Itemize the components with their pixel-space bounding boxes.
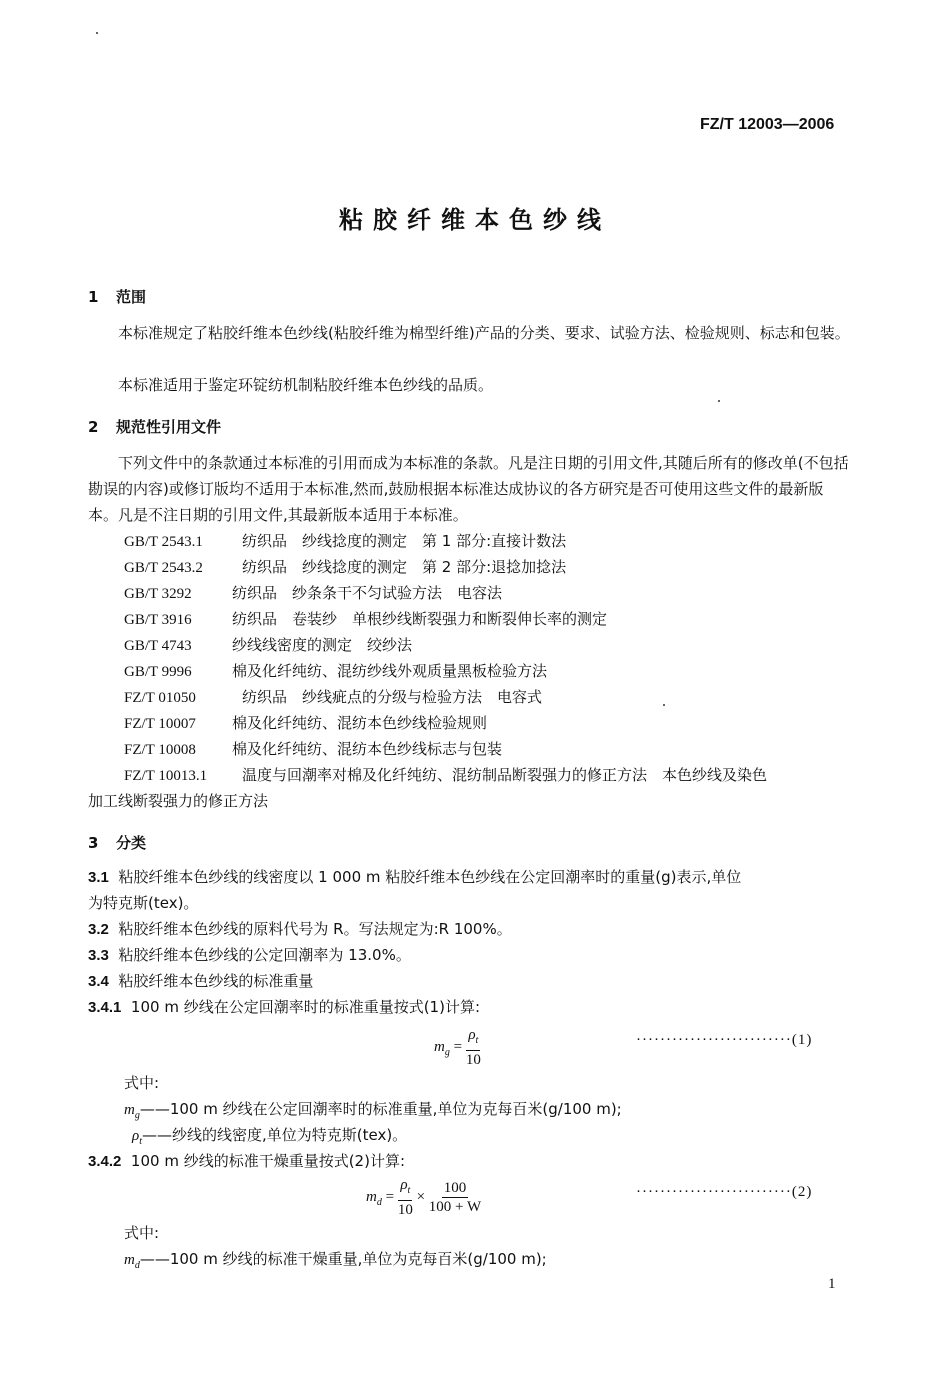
definition-rho: $\rho_t——$纱线的线密度,单位为特克斯(tex)。 [132,1126,408,1147]
document-title: 粘胶纤维本色纱线 [339,206,611,234]
reference-item: GB/T 2543.2 纺织品 纱线捻度的测定 第 2 部分:退捻加捻法 [124,558,567,576]
definition-md: $m_d——100$ m 纱线的标准干燥重量,单位为克每百米(g/100 m); [124,1250,547,1271]
section-2-intro: 下列文件中的条款通过本标准的引用而成为本标准的条款。凡是注日期的引用文件,其随后所有的修改单(不包括勘误的内容)或修订版均不适用于本标准,然而,鼓励根据本标准达成协议的各方研究是否可使用这些文件的最新版本。凡是不注日期的引用文件,其最新版本适用于本标准。 [88,454,849,524]
scan-speck [718,400,720,402]
page-number: 1 [828,1276,836,1292]
reference-item: FZ/T 01050 纺织品 纱线疵点的分级与检验方法 电容式 [124,688,543,706]
clause-3-4: 3.4 粘胶纤维本色纱线的标准重量 [88,972,314,990]
standard-code: FZ/T 12003—2006 [700,116,835,133]
reference-item-last: FZ/T 10013.1 温度与回潮率对棉及化纤纯纺、混纺制品断裂强力的修正方法 本色纱线及染色 [124,766,768,784]
reference-item: FZ/T 10007 棉及化纤纯纺、混纺本色纱线检验规则 [124,714,488,732]
scan-speck [96,32,98,34]
fraction: $\frac{\rho_t}{10}$ [397,1177,413,1218]
section-1-para-2: 本标准适用于鉴定环锭纺机制粘胶纤维本色纱线的品质。 [118,376,494,394]
reference-item-last-continued: 加工线断裂强力的修正方法 [88,792,269,810]
formula-2: $m_d$ = $\frac{\rho_t}{10}$ × $\frac{100}{100 + W}$ [366,1177,482,1218]
clause-3-1: 3.1 粘胶纤维本色纱线的线密度以 1 000 m 粘胶纤维本色纱线在公定回潮率时的重量(g)表示,单位 [88,868,742,886]
fraction: $\frac{100}{100 + W}$ [428,1180,482,1215]
section-1-para-1: 本标准规定了粘胶纤维本色纱线(粘胶纤维为棉型纤维)产品的分类、要求、试验方法、检验规则、标志和包装。 [118,324,850,342]
equation-number-1: ··························(1) [636,1032,813,1048]
scan-speck [663,704,665,706]
clause-3-4-2: 3.4.2 100 m 纱线的标准干燥重量按式(2)计算: [88,1152,406,1170]
section-2-heading: 2 规范性引用文件 [88,418,222,436]
reference-item: FZ/T 10008 棉及化纤纯纺、混纺本色纱线标志与包装 [124,740,503,758]
reference-item: GB/T 2543.1 纺织品 纱线捻度的测定 第 1 部分:直接计数法 [124,532,567,550]
section-3-heading: 3 分类 [88,834,147,852]
reference-item: GB/T 3292 纺织品 纱条条干不匀试验方法 电容法 [124,584,503,602]
clause-3-3: 3.3 粘胶纤维本色纱线的公定回潮率为 13.0%。 [88,946,411,964]
reference-item: GB/T 4743 纱线线密度的测定 绞纱法 [124,636,413,654]
reference-item: GB/T 3916 纺织品 卷装纱 单根纱线断裂强力和断裂伸长率的测定 [124,610,608,628]
fraction: $\frac{\rho_t}{10}$ [465,1027,481,1068]
clause-3-1-continued: 为特克斯(tex)。 [88,894,199,912]
where-label-1: 式中: [124,1074,160,1092]
equation-number-2: ··························(2) [636,1184,813,1200]
definition-mg: $m_g——100$ m 纱线在公定回潮率时的标准重量,单位为克每百米(g/100 m); [124,1100,622,1121]
where-label-2: 式中: [124,1224,160,1242]
section-1-heading: 1 范围 [88,288,147,306]
formula-1: $m_g$ = $\frac{\rho_t}{10}$ [434,1027,481,1068]
clause-3-4-1: 3.4.1 100 m 纱线在公定回潮率时的标准重量按式(1)计算: [88,998,481,1016]
reference-item: GB/T 9996 棉及化纤纯纺、混纺纱线外观质量黑板检验方法 [124,662,548,680]
clause-3-2: 3.2 粘胶纤维本色纱线的原料代号为 R。写法规定为:R 100%。 [88,920,512,938]
